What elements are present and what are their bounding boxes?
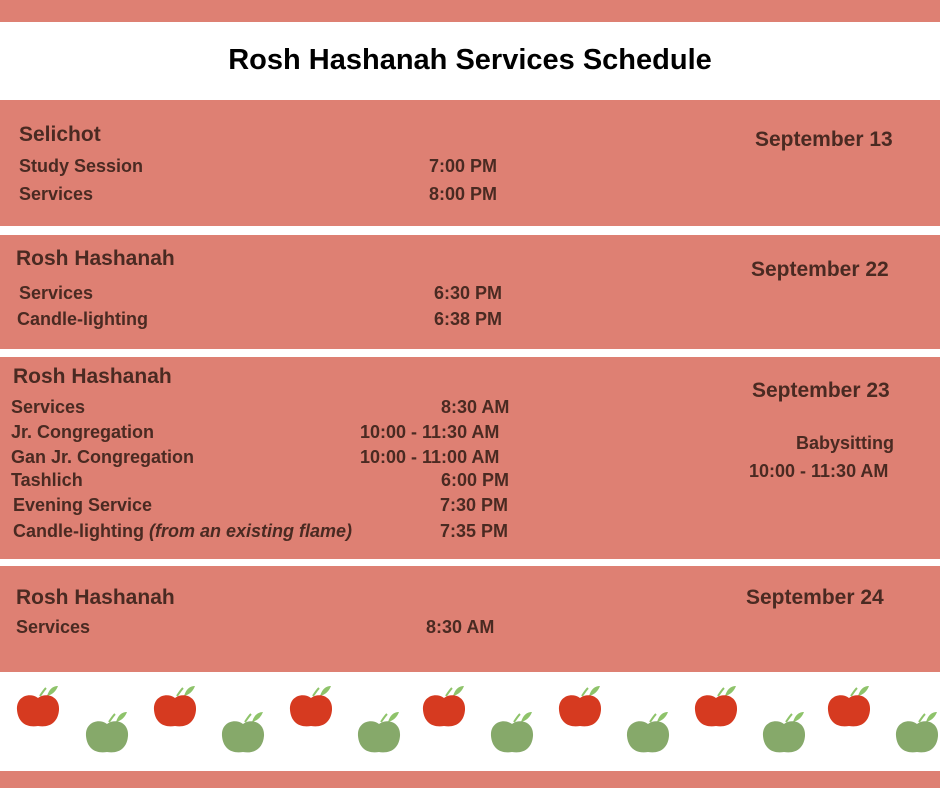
green-apple-icon [627, 712, 669, 752]
red-apple-icon [17, 686, 59, 726]
section-heading: Rosh Hashanah [16, 586, 175, 609]
row-time: 6:30 PM [434, 283, 503, 303]
row-label: Gan Jr. Congregation [11, 447, 195, 467]
red-apple-icon [559, 686, 601, 726]
row-label: Jr. Congregation [11, 422, 155, 442]
row-label: Services [11, 397, 86, 417]
row-label: Evening Service [13, 495, 153, 515]
red-apple-icon [695, 686, 737, 726]
bottom-band [0, 771, 940, 788]
row-time: 8:30 AM [441, 397, 510, 417]
row-label: Candle-lighting [17, 309, 148, 329]
red-apple-icon [290, 686, 332, 726]
row-label: Services [16, 617, 91, 637]
section-date: September 13 [755, 128, 893, 151]
red-apple-icon [828, 686, 870, 726]
babysitting-time: 10:00 - 11:30 AM [749, 461, 889, 481]
row-time: 8:30 AM [426, 617, 495, 637]
section-date: September 23 [752, 379, 890, 402]
section-date: September 24 [746, 586, 884, 609]
green-apple-icon [86, 712, 128, 752]
top-band [0, 0, 940, 22]
row-time: 7:35 PM [440, 521, 509, 541]
green-apple-icon [222, 712, 264, 752]
red-apple-icon [423, 686, 465, 726]
green-apple-icon [491, 712, 533, 752]
green-apple-icon [358, 712, 400, 752]
section-date: September 22 [751, 258, 889, 281]
apple-border [0, 676, 940, 766]
row-time: 7:30 PM [440, 495, 509, 515]
row-time: 10:00 - 11:30 AM [360, 422, 500, 442]
row-label-with-note [13, 521, 352, 542]
section-heading: Rosh Hashanah [13, 365, 172, 388]
row-time: 6:00 PM [441, 470, 510, 490]
row-label: Study Session [19, 156, 144, 176]
row-time: 8:00 PM [429, 184, 498, 204]
row-note: (from an existing flame) [148, 521, 353, 541]
green-apple-icon [763, 712, 805, 752]
section-heading: Selichot [19, 123, 101, 146]
row-label: Services [19, 283, 94, 303]
red-apple-icon [154, 686, 196, 726]
row-label: Services [19, 184, 94, 204]
row-time: 10:00 - 11:00 AM [360, 447, 500, 467]
page-title: Rosh Hashanah Services Schedule [228, 44, 712, 76]
apple-border-svg [0, 676, 940, 766]
row-time: 7:00 PM [429, 156, 498, 176]
row-time: 6:38 PM [434, 309, 503, 329]
green-apple-icon [896, 712, 938, 752]
section-heading: Rosh Hashanah [16, 247, 175, 270]
row-label: Tashlich [11, 470, 83, 490]
row-label: Candle-lighting [13, 521, 149, 541]
babysitting-label: Babysitting [796, 433, 895, 453]
